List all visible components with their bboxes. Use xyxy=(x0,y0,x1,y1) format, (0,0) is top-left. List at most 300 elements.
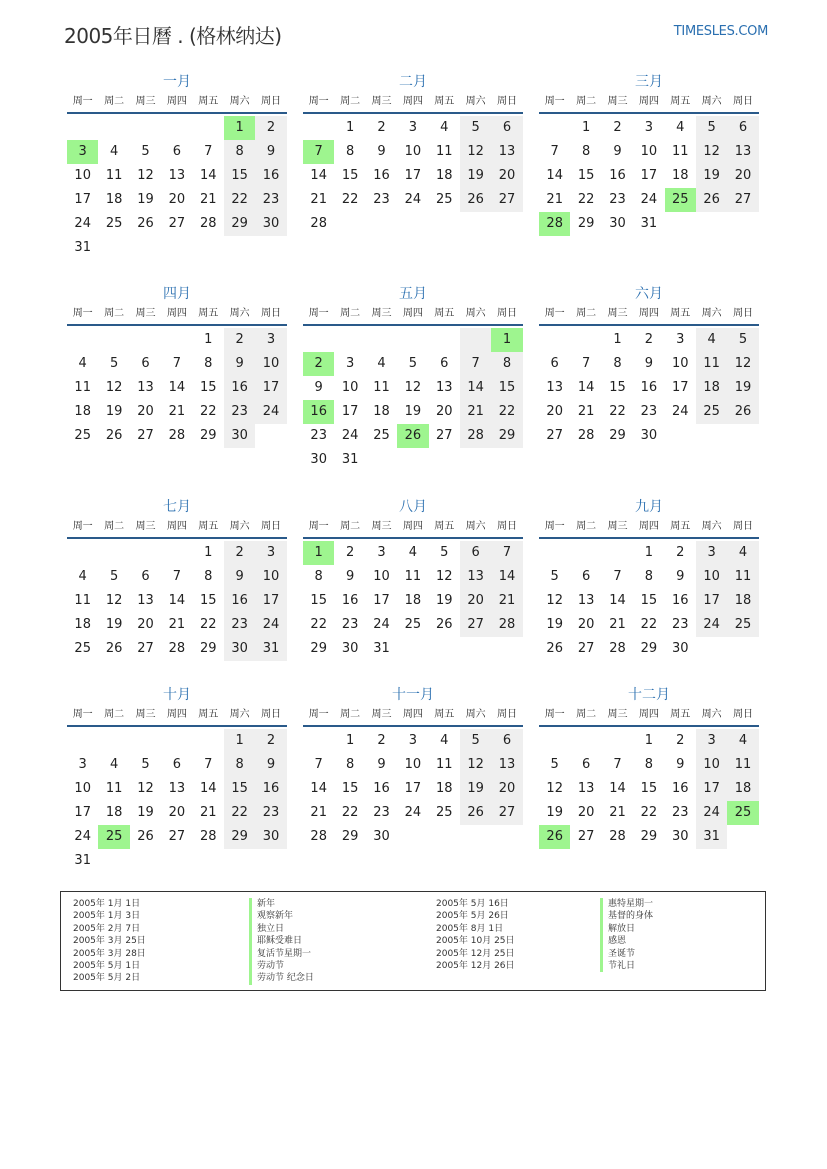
empty-cell xyxy=(334,328,365,352)
day-cell: 31 xyxy=(341,452,359,467)
day-cell: 21 xyxy=(609,805,626,820)
day-cell: 6 xyxy=(141,569,150,584)
empty-cell xyxy=(303,328,334,352)
month-calendar xyxy=(539,497,759,661)
weekday-label: 周六 xyxy=(465,308,486,319)
day-cell: 11 xyxy=(105,781,123,796)
day-cell: 19 xyxy=(460,777,491,801)
day-cell: 5 xyxy=(460,116,491,140)
day-cell: 5 xyxy=(141,757,150,772)
weekday-label: 周一 xyxy=(308,308,329,319)
day-cell: 10 xyxy=(404,757,422,772)
day-cell: 12 xyxy=(137,781,154,796)
day-cell: 3 xyxy=(377,545,386,560)
weekday-label: 周六 xyxy=(701,521,722,532)
day-cell: 1 xyxy=(303,541,334,565)
day-cell: 14 xyxy=(460,376,491,400)
empty-cell xyxy=(67,729,98,753)
holiday-date: 2005年 1月 3日 xyxy=(73,911,141,922)
holiday-date: 2005年 5月 2日 xyxy=(73,973,141,984)
day-cell: 20 xyxy=(460,589,491,613)
day-cell: 1 xyxy=(644,545,653,560)
weekday-label: 周三 xyxy=(135,308,156,319)
day-cell: 18 xyxy=(435,781,453,796)
day-grid xyxy=(303,116,523,236)
weekday-label: 周四 xyxy=(402,521,423,532)
day-cell: 31 xyxy=(640,216,658,231)
empty-cell xyxy=(570,729,601,753)
day-cell: 2 xyxy=(676,733,685,748)
empty-cell xyxy=(397,328,428,352)
day-cell: 27 xyxy=(577,641,595,656)
empty-cell xyxy=(161,541,192,565)
holiday-name: 圣诞节 xyxy=(600,948,653,960)
day-cell: 18 xyxy=(74,617,91,632)
day-cell: 9 xyxy=(255,753,286,777)
day-cell: 2 xyxy=(224,541,255,565)
day-cell: 14 xyxy=(546,168,563,183)
day-cell: 5 xyxy=(440,545,449,560)
day-cell: 24 xyxy=(404,192,422,207)
weekday-label: 周一 xyxy=(72,521,93,532)
day-cell: 17 xyxy=(373,593,390,608)
day-cell: 19 xyxy=(137,805,154,820)
day-cell: 22 xyxy=(224,801,255,825)
day-cell: 7 xyxy=(491,541,522,565)
day-cell: 10 xyxy=(373,569,390,584)
day-cell: 15 xyxy=(224,777,255,801)
empty-cell xyxy=(193,116,224,140)
empty-cell xyxy=(193,729,224,753)
day-cell: 4 xyxy=(727,729,758,753)
day-cell: 6 xyxy=(440,356,449,371)
weekday-header xyxy=(539,705,759,727)
day-cell: 14 xyxy=(199,168,217,183)
day-cell: 15 xyxy=(199,380,217,395)
day-cell: 13 xyxy=(435,380,453,395)
day-cell: 20 xyxy=(168,805,186,820)
day-cell: 30 xyxy=(255,212,286,236)
weekday-label: 周一 xyxy=(72,709,93,720)
month-calendar xyxy=(303,284,523,472)
day-cell: 17 xyxy=(671,380,689,395)
day-cell: 13 xyxy=(577,781,595,796)
day-cell: 27 xyxy=(460,613,491,637)
day-cell: 11 xyxy=(727,753,758,777)
day-cell: 22 xyxy=(640,805,658,820)
day-cell: 28 xyxy=(460,424,491,448)
day-cell: 13 xyxy=(577,593,595,608)
day-cell: 18 xyxy=(74,404,91,419)
day-cell: 2 xyxy=(377,733,386,748)
day-grid xyxy=(539,328,759,448)
holiday-date: 2005年 10月 25日 xyxy=(436,936,515,947)
day-cell: 12 xyxy=(696,140,727,164)
day-cell: 5 xyxy=(696,116,727,140)
day-cell: 20 xyxy=(577,617,595,632)
day-cell: 5 xyxy=(141,144,150,159)
weekday-label: 周日 xyxy=(497,308,518,319)
weekday-label: 周一 xyxy=(72,96,93,107)
weekday-label: 周五 xyxy=(670,709,691,720)
day-cell: 10 xyxy=(255,565,286,589)
holiday-date: 2005年 3月 25日 xyxy=(73,936,146,947)
day-cell: 8 xyxy=(644,569,653,584)
day-grid xyxy=(67,541,287,661)
weekday-label: 周五 xyxy=(434,96,455,107)
day-cell: 1 xyxy=(491,328,522,352)
day-cell: 28 xyxy=(491,613,522,637)
brand-logo[interactable]: TIMESLES.COM xyxy=(673,24,768,39)
day-cell: 18 xyxy=(727,589,758,613)
day-cell: 3 xyxy=(696,541,727,565)
day-cell: 22 xyxy=(224,188,255,212)
day-cell: 5 xyxy=(550,757,559,772)
day-cell: 20 xyxy=(168,192,186,207)
empty-cell xyxy=(429,328,460,352)
day-cell: 17 xyxy=(74,192,91,207)
weekday-label: 周日 xyxy=(497,96,518,107)
day-cell: 1 xyxy=(224,116,255,140)
empty-cell xyxy=(67,328,98,352)
day-cell: 17 xyxy=(341,404,359,419)
weekday-label: 周四 xyxy=(638,308,659,319)
day-cell: 20 xyxy=(137,617,154,632)
day-cell: 27 xyxy=(435,428,453,443)
month-name: 十二月 xyxy=(628,687,670,703)
weekday-label: 周二 xyxy=(104,521,125,532)
weekday-label: 周日 xyxy=(261,308,282,319)
day-cell: 22 xyxy=(577,192,595,207)
holiday-date: 2005年 12月 25日 xyxy=(436,948,515,959)
day-cell: 3 xyxy=(255,328,286,352)
day-cell: 7 xyxy=(172,569,181,584)
weekday-header xyxy=(303,304,523,326)
weekday-header xyxy=(67,705,287,727)
weekday-header xyxy=(67,92,287,114)
day-cell: 25 xyxy=(404,617,422,632)
page-title: 2005年日曆 . (格林纳达) xyxy=(64,24,282,48)
day-cell: 11 xyxy=(696,352,727,376)
day-grid xyxy=(67,116,287,260)
day-cell: 24 xyxy=(404,805,422,820)
holiday-name: 劳动节 纪念日 xyxy=(249,972,314,984)
holiday-list xyxy=(60,891,766,991)
month-name: 五月 xyxy=(399,286,427,302)
holiday-date: 2005年 8月 1日 xyxy=(436,923,504,934)
weekday-label: 周五 xyxy=(198,308,219,319)
weekday-label: 周一 xyxy=(308,96,329,107)
month-name: 七月 xyxy=(163,499,191,515)
weekday-label: 周二 xyxy=(104,709,125,720)
empty-cell xyxy=(161,328,192,352)
day-cell: 21 xyxy=(168,404,186,419)
day-grid xyxy=(539,541,759,661)
day-cell: 27 xyxy=(168,216,186,231)
day-cell: 11 xyxy=(727,565,758,589)
day-cell: 11 xyxy=(74,593,91,608)
day-cell: 13 xyxy=(491,140,522,164)
day-cell: 9 xyxy=(676,569,685,584)
weekday-label: 周四 xyxy=(166,96,187,107)
day-cell: 4 xyxy=(109,757,119,772)
day-cell: 4 xyxy=(78,356,87,371)
day-cell: 13 xyxy=(727,140,758,164)
day-cell: 20 xyxy=(577,805,595,820)
day-cell: 3 xyxy=(408,120,417,135)
day-cell: 3 xyxy=(696,729,727,753)
month-calendar xyxy=(67,685,287,873)
empty-cell xyxy=(602,541,633,565)
weekday-label: 周六 xyxy=(229,709,250,720)
day-cell: 2 xyxy=(644,332,653,347)
day-cell: 6 xyxy=(581,757,591,772)
weekday-label: 周一 xyxy=(308,521,329,532)
day-cell: 16 xyxy=(671,781,689,796)
day-cell: 4 xyxy=(440,120,449,135)
day-cell: 22 xyxy=(609,404,626,419)
day-cell: 17 xyxy=(404,781,422,796)
day-cell: 19 xyxy=(546,617,563,632)
day-cell: 3 xyxy=(676,332,685,347)
day-cell: 4 xyxy=(676,120,685,135)
day-cell: 14 xyxy=(609,593,626,608)
weekday-label: 周五 xyxy=(198,709,219,720)
day-cell: 5 xyxy=(408,356,417,371)
day-cell: 30 xyxy=(255,825,286,849)
weekday-label: 周六 xyxy=(465,96,486,107)
month-name: 四月 xyxy=(163,286,191,302)
holiday-date: 2005年 5月 16日 xyxy=(436,899,509,909)
day-cell: 30 xyxy=(373,829,390,844)
day-cell: 15 xyxy=(199,593,217,608)
day-cell: 27 xyxy=(727,188,758,212)
weekday-label: 周日 xyxy=(497,521,518,532)
weekday-label: 周五 xyxy=(434,521,455,532)
day-cell: 7 xyxy=(613,757,622,772)
month-name: 六月 xyxy=(635,286,663,302)
weekday-label: 周日 xyxy=(733,308,754,319)
day-cell: 23 xyxy=(671,805,689,820)
day-cell: 9 xyxy=(345,569,355,584)
day-cell: 13 xyxy=(460,565,491,589)
day-cell: 4 xyxy=(377,356,386,371)
month-name: 九月 xyxy=(635,499,663,515)
day-cell: 29 xyxy=(199,428,217,443)
day-cell: 29 xyxy=(640,829,658,844)
weekday-header xyxy=(67,517,287,539)
day-cell: 25 xyxy=(74,641,91,656)
empty-cell xyxy=(602,729,633,753)
day-cell: 18 xyxy=(105,192,123,207)
day-cell: 18 xyxy=(404,593,422,608)
day-cell: 7 xyxy=(550,144,559,159)
day-cell: 26 xyxy=(546,641,563,656)
day-cell: 2 xyxy=(676,545,685,560)
month-calendar xyxy=(67,72,287,260)
day-cell: 9 xyxy=(377,757,386,772)
day-cell: 15 xyxy=(640,593,658,608)
day-cell: 27 xyxy=(137,428,154,443)
day-cell: 25 xyxy=(373,428,390,443)
empty-cell xyxy=(161,116,192,140)
day-cell: 3 xyxy=(345,356,355,371)
day-cell: 2 xyxy=(224,328,255,352)
day-cell: 19 xyxy=(460,164,491,188)
day-cell: 14 xyxy=(310,781,327,796)
empty-cell xyxy=(130,328,161,352)
day-cell: 6 xyxy=(727,116,758,140)
empty-cell xyxy=(130,116,161,140)
day-cell: 23 xyxy=(609,192,626,207)
day-cell: 4 xyxy=(408,545,417,560)
day-cell: 7 xyxy=(172,356,181,371)
day-cell: 13 xyxy=(168,781,186,796)
day-cell: 19 xyxy=(696,164,727,188)
weekday-label: 周六 xyxy=(465,521,486,532)
day-cell: 18 xyxy=(105,805,123,820)
day-cell: 11 xyxy=(74,380,91,395)
day-cell: 6 xyxy=(491,116,522,140)
weekday-label: 周三 xyxy=(371,96,392,107)
weekday-label: 周三 xyxy=(607,96,628,107)
weekday-label: 周三 xyxy=(371,521,392,532)
month-name: 十一月 xyxy=(392,687,434,703)
day-cell: 19 xyxy=(105,617,123,632)
day-cell: 3 xyxy=(255,541,286,565)
day-cell: 4 xyxy=(109,144,119,159)
day-cell: 21 xyxy=(577,404,595,419)
day-cell: 14 xyxy=(609,781,626,796)
weekday-label: 周五 xyxy=(198,521,219,532)
day-cell: 15 xyxy=(341,168,359,183)
day-cell: 22 xyxy=(341,192,359,207)
day-cell: 1 xyxy=(345,733,355,748)
month-calendar xyxy=(539,284,759,448)
day-cell: 23 xyxy=(373,192,390,207)
weekday-header xyxy=(303,705,523,727)
day-cell: 7 xyxy=(581,356,591,371)
empty-cell xyxy=(539,541,570,565)
holiday-name: 节礼日 xyxy=(600,960,653,972)
weekday-label: 周五 xyxy=(670,96,691,107)
day-cell: 16 xyxy=(640,380,658,395)
day-cell: 26 xyxy=(137,829,154,844)
day-cell: 29 xyxy=(224,825,255,849)
weekday-label: 周一 xyxy=(544,308,565,319)
day-cell: 18 xyxy=(373,404,390,419)
day-cell: 15 xyxy=(310,593,327,608)
day-cell: 12 xyxy=(460,140,491,164)
day-cell: 24 xyxy=(255,613,286,637)
day-cell: 14 xyxy=(491,565,522,589)
day-cell: 2 xyxy=(303,352,334,376)
day-cell: 19 xyxy=(546,805,563,820)
day-cell: 24 xyxy=(341,428,359,443)
day-cell: 29 xyxy=(491,424,522,448)
day-cell: 28 xyxy=(199,829,217,844)
weekday-label: 周一 xyxy=(544,521,565,532)
day-cell: 28 xyxy=(199,216,217,231)
empty-cell xyxy=(67,541,98,565)
empty-cell xyxy=(98,116,129,140)
day-cell: 7 xyxy=(613,569,622,584)
day-cell: 6 xyxy=(172,757,181,772)
day-cell: 29 xyxy=(577,216,595,231)
day-cell: 31 xyxy=(74,853,91,868)
weekday-label: 周四 xyxy=(638,521,659,532)
month-calendar xyxy=(539,685,759,849)
day-cell: 11 xyxy=(105,168,123,183)
holiday-date: 2005年 3月 28日 xyxy=(73,948,146,959)
empty-cell xyxy=(570,541,601,565)
day-cell: 9 xyxy=(644,356,653,371)
day-cell: 12 xyxy=(727,352,758,376)
day-cell: 16 xyxy=(255,777,286,801)
day-cell: 9 xyxy=(377,144,386,159)
day-cell: 23 xyxy=(373,805,390,820)
day-cell: 17 xyxy=(404,168,422,183)
day-cell: 1 xyxy=(644,733,653,748)
day-cell: 30 xyxy=(609,216,626,231)
day-cell: 22 xyxy=(310,617,327,632)
day-cell: 30 xyxy=(671,641,689,656)
weekday-label: 周二 xyxy=(576,308,597,319)
day-cell: 22 xyxy=(491,400,522,424)
weekday-label: 周五 xyxy=(670,308,691,319)
weekday-label: 周三 xyxy=(371,709,392,720)
day-cell: 26 xyxy=(539,825,570,849)
empty-cell xyxy=(98,328,129,352)
empty-cell xyxy=(539,328,570,352)
day-cell: 28 xyxy=(539,212,570,236)
day-grid xyxy=(67,729,287,873)
weekday-label: 周六 xyxy=(229,308,250,319)
empty-cell xyxy=(98,541,129,565)
day-cell: 17 xyxy=(255,589,286,613)
day-cell: 1 xyxy=(613,332,622,347)
day-grid xyxy=(303,328,523,472)
day-cell: 31 xyxy=(255,637,286,661)
month-name: 八月 xyxy=(399,499,427,515)
month-name: 一月 xyxy=(163,74,191,90)
weekday-label: 周四 xyxy=(402,709,423,720)
day-cell: 10 xyxy=(640,144,658,159)
weekday-label: 周三 xyxy=(135,521,156,532)
holiday-name: 感恩 xyxy=(600,935,653,947)
weekday-label: 周五 xyxy=(434,308,455,319)
day-cell: 16 xyxy=(224,589,255,613)
day-cell: 3 xyxy=(408,733,417,748)
day-cell: 7 xyxy=(460,352,491,376)
empty-cell xyxy=(460,328,491,352)
day-cell: 25 xyxy=(727,801,758,825)
weekday-header xyxy=(539,304,759,326)
day-cell: 8 xyxy=(224,140,255,164)
day-cell: 16 xyxy=(373,781,390,796)
day-cell: 23 xyxy=(255,801,286,825)
month-calendar xyxy=(67,284,287,448)
day-cell: 9 xyxy=(224,352,255,376)
day-cell: 9 xyxy=(224,565,255,589)
day-cell: 20 xyxy=(137,404,154,419)
day-cell: 6 xyxy=(141,356,150,371)
day-cell: 15 xyxy=(224,164,255,188)
weekday-label: 周六 xyxy=(229,96,250,107)
day-cell: 9 xyxy=(676,757,685,772)
holiday-name: 新年 xyxy=(249,898,314,910)
day-grid xyxy=(539,729,759,849)
